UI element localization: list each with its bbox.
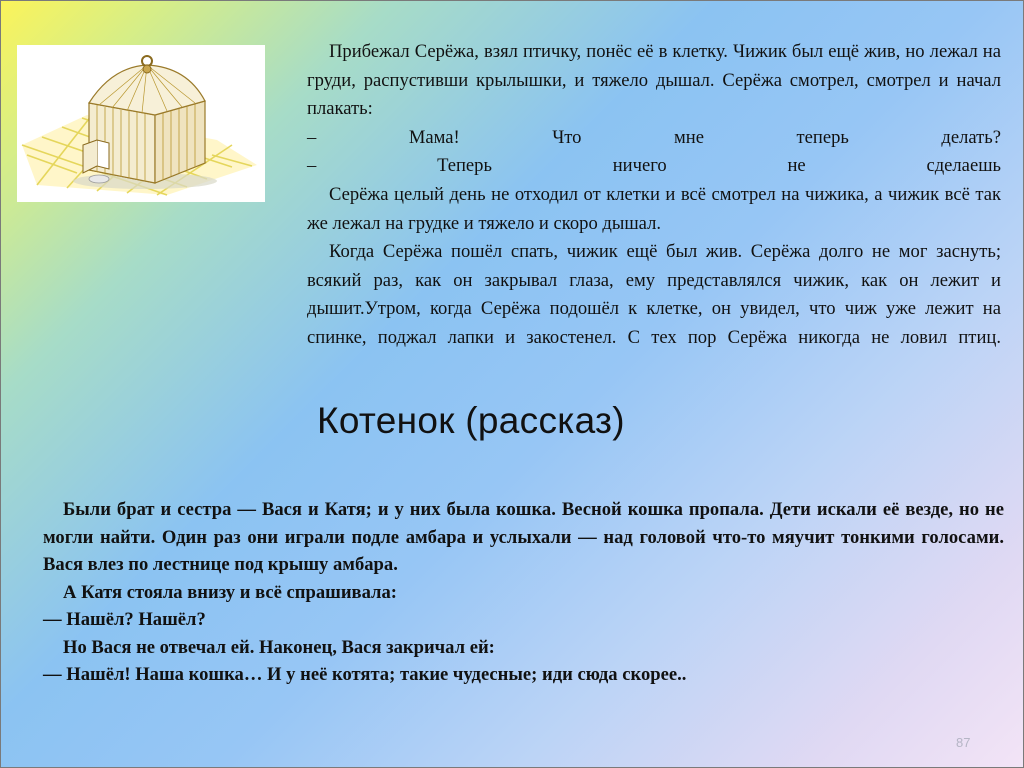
birdcage-illustration <box>17 45 265 202</box>
story1-dialog-2: – Теперь ничего не сделаешь <box>307 155 1001 177</box>
story2-dialog-2: — Нашёл! Наша кошка… И у неё котята; такие чудесные; иди сюда скорее.. <box>43 664 687 685</box>
story1-paragraph-1: Прибежал Серёжа, взял птичку, понёс её в клетку. Чижик был ещё жив, но лежал на груди, распустивши крылышки, и тяжело дышал. Серёжа смотрел, смотрел и начал плакать: <box>307 41 1001 120</box>
story2-dialog-1: — Нашёл? Нашёл? <box>43 609 206 630</box>
story1-paragraph-2: Серёжа целый день не отходил от клетки и всё смотрел на чижика, а чижик всё так же лежал на грудке и тяжело и скоро дышал. <box>307 183 1001 234</box>
story-kitten-text <box>43 496 1004 689</box>
page-number: 87 <box>956 735 971 750</box>
story2-paragraph-1: Были брат и сестра — Вася и Катя; и у них была кошка. Весной кошка пропала. Дети искали её везде, но не могли найти. Один раз они играли подле амбара и услыхали — над головой что-то мяучит тонкими голосами. Вася влез по лестнице под крышу амбара. <box>43 499 1004 575</box>
story2-paragraph-2: А Катя стояла внизу и всё спрашивала: <box>63 581 397 603</box>
story-title: Котенок (рассказ) <box>317 400 625 441</box>
story1-dialog-1: – Мама! Что мне теперь делать? <box>307 126 1001 148</box>
story-chizhik-text <box>307 38 1001 353</box>
birdcage-icon <box>17 45 265 202</box>
story2-paragraph-3: Но Вася не отвечал ей. Наконец, Вася закричал ей: <box>63 636 495 658</box>
story1-paragraph-3: Когда Серёжа пошёл спать, чижик ещё был жив. Серёжа долго не мог заснуть; всякий раз, как он закрывал глаза, ему представлялся чижик, как он лежит и дышит.Утром, когда Серёжа подошёл к клетке, он увидел, что чиж уже лежит на спинке, поджал лапки и закостенел. С тех пор Серёжа никогда не ловил птиц. <box>307 241 1001 348</box>
